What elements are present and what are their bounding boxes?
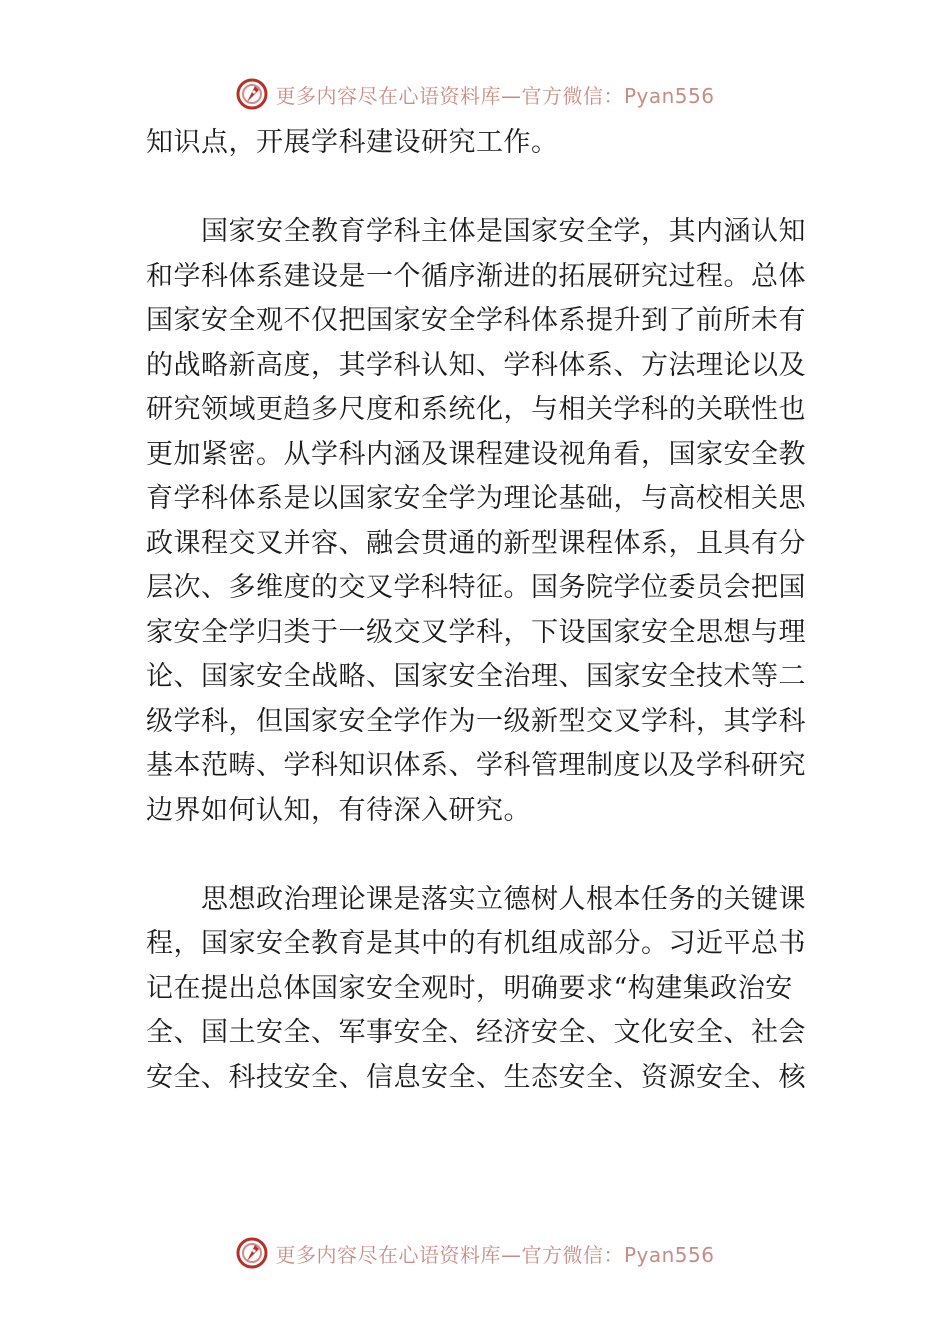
text-line: 思想政治理论课是落实立德树人根本任务的关键课 [201,883,806,915]
paragraph [146,878,806,1101]
text-line: 的战略新高度，其学科认知、学科体系、方法理论以及 [146,349,806,381]
text-line: 知识点，开展学科建设研究工作。 [146,127,559,158]
text-line: 更加紧密。从学科内涵及课程建设视角看，国家安全教 [146,438,806,470]
text-line: 程，国家安全教育是其中的有机组成部分。习近平总书 [146,928,806,959]
text-line: 全、国土安全、军事安全、经济安全、文化安全、社会 [146,1017,806,1048]
document-body [146,121,806,1100]
text-line: 和学科体系建设是一个循序渐进的拓展研究过程。总体 [146,260,806,292]
text-line: 政课程交叉并容、融会贯通的新型课程体系，且具有分 [146,527,806,559]
header-watermark [0,74,950,114]
footer-watermark [0,1233,950,1273]
pen-nib-logo-icon [235,1236,269,1270]
paragraph [146,210,806,833]
text-line: 基本范畴、学科知识体系、学科管理制度以及学科研究 [146,750,806,781]
pen-nib-logo-icon [235,77,269,111]
text-line: 论、国家安全战略、国家安全治理、国家安全技术等二 [146,661,806,692]
text-line: 边界如何认知，有待深入研究。 [146,794,531,826]
text-line: 记在提出总体国家安全观时，明确要求“构建集政治安 [146,972,793,1004]
text-line: 国家安全观不仅把国家安全学科体系提升到了前所未有 [146,305,806,336]
paragraph [146,121,806,166]
watermark-text: 更多内容尽在心语资料库—官方微信：Pyan556 [275,1242,715,1267]
text-line: 层次、多维度的交叉学科特征。国务院学位委员会把国 [146,572,806,603]
text-line: 国家安全教育学科主体是国家安全学，其内涵认知 [201,216,806,247]
text-line: 安全、科技安全、信息安全、生态安全、资源安全、核 [146,1061,806,1093]
text-line: 级学科，但国家安全学作为一级新型交叉学科，其学科 [146,705,806,737]
text-line: 研究领域更趋多尺度和系统化，与相关学科的关联性也 [146,394,806,425]
text-line: 育学科体系是以国家安全学为理论基础，与高校相关思 [146,483,806,514]
paragraph-gap [146,833,806,878]
text-line: 家安全学归类于一级交叉学科，下设国家安全思想与理 [146,616,806,648]
watermark-text: 更多内容尽在心语资料库—官方微信：Pyan556 [275,83,715,108]
paragraph-gap [146,166,806,211]
